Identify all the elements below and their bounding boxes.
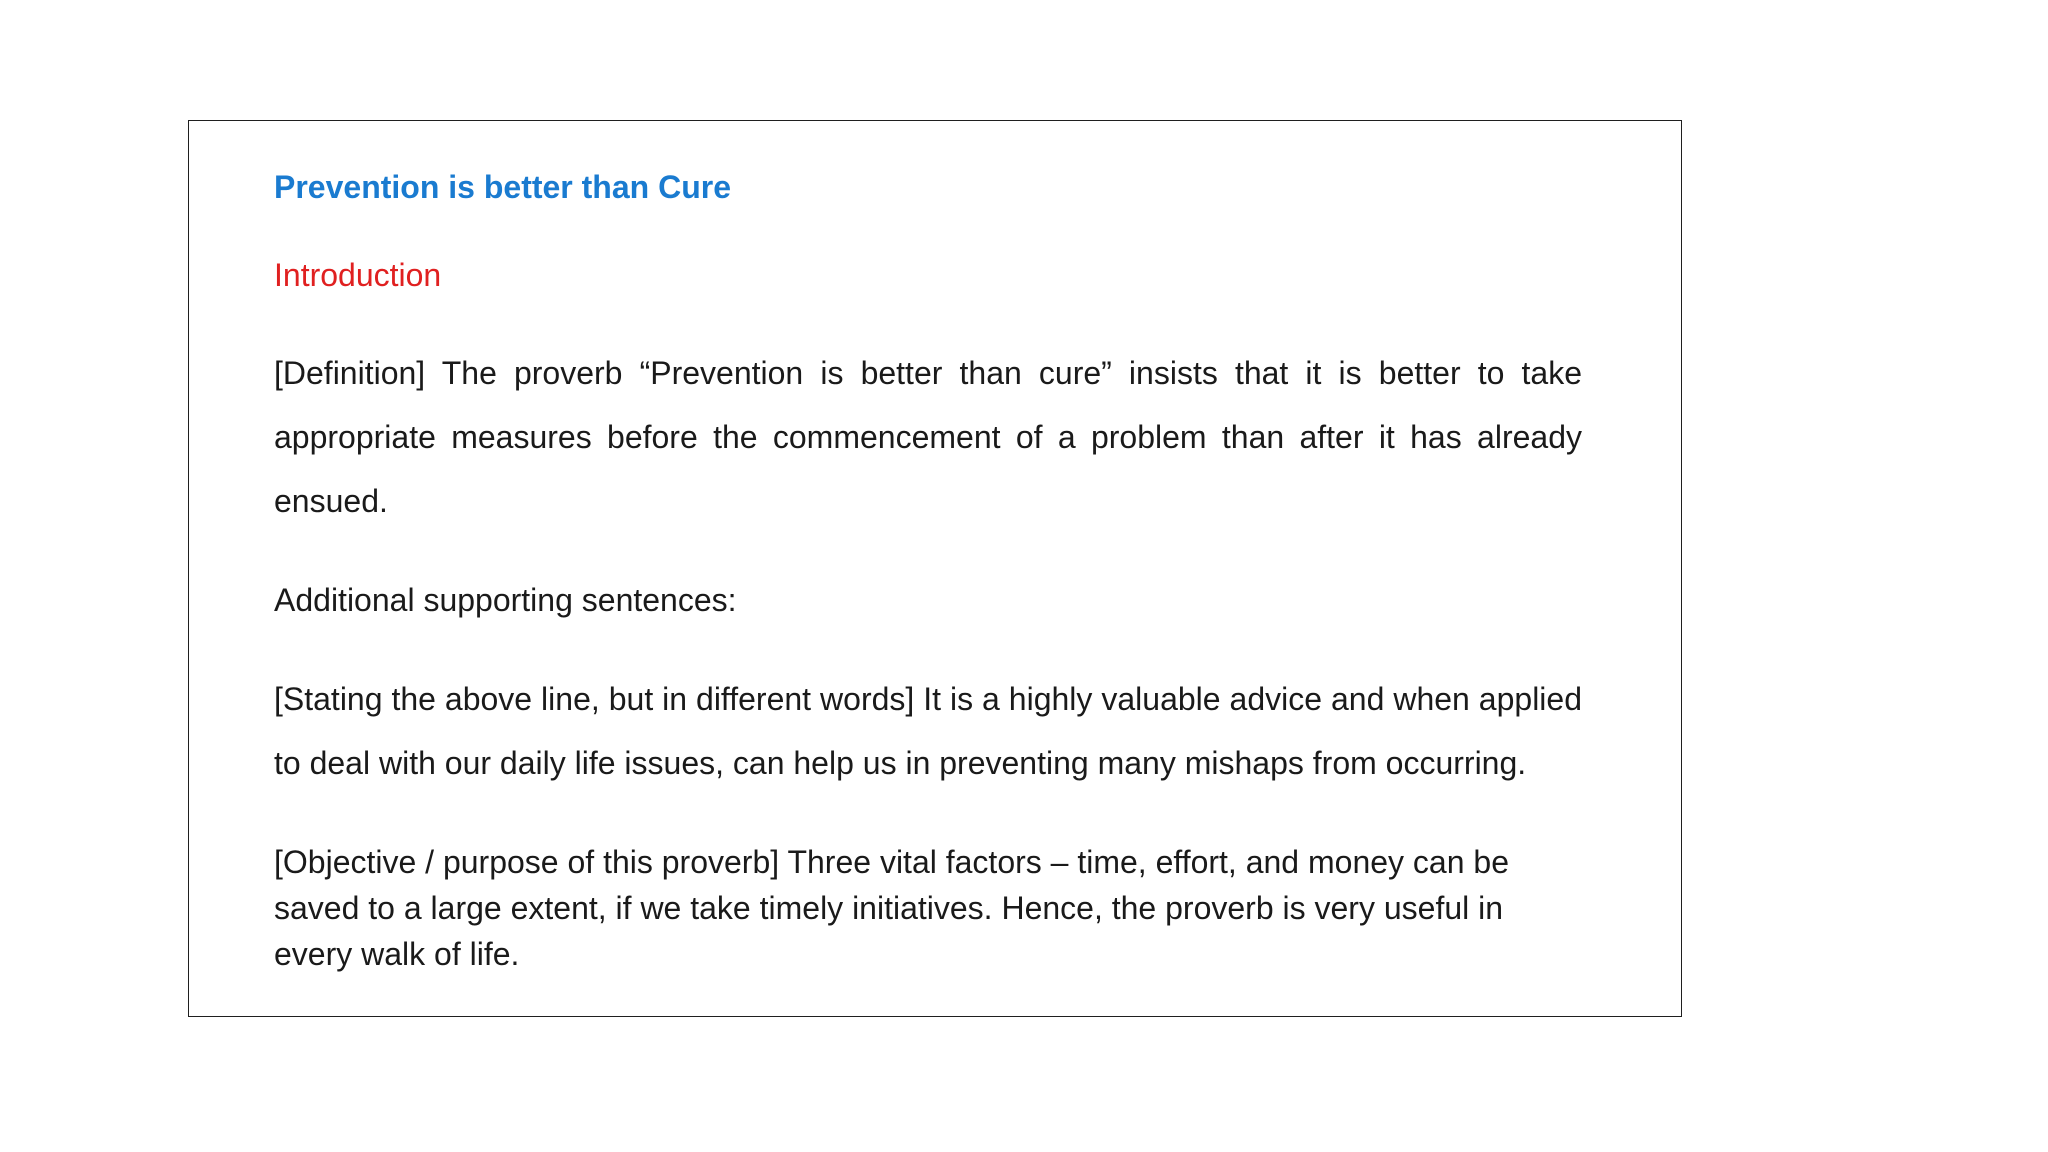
section-heading: Introduction (274, 257, 442, 293)
definition-paragraph: [Definition] The proverb “Prevention is better than cure” insists that it is better to take appropriate measures before the commencement of a problem than after it has already ensued. (274, 355, 1582, 519)
restatement-paragraph: [Stating the above line, but in different words] It is a highly valuable advice and when applied to deal with our daily life issues, can help us in preventing many mishaps from occurring. (274, 681, 1582, 781)
supporting-sentences-label: Additional supporting sentences: (274, 582, 737, 618)
document-frame (188, 120, 1682, 1017)
objective-paragraph: [Objective / purpose of this proverb] Three vital factors – time, effort, and money can be saved to a large extent, if we take timely initiatives. Hence, the proverb is very useful in every walk of life. (274, 844, 1509, 972)
document-title: Prevention is better than Cure (274, 169, 731, 205)
document-content (274, 165, 1582, 977)
